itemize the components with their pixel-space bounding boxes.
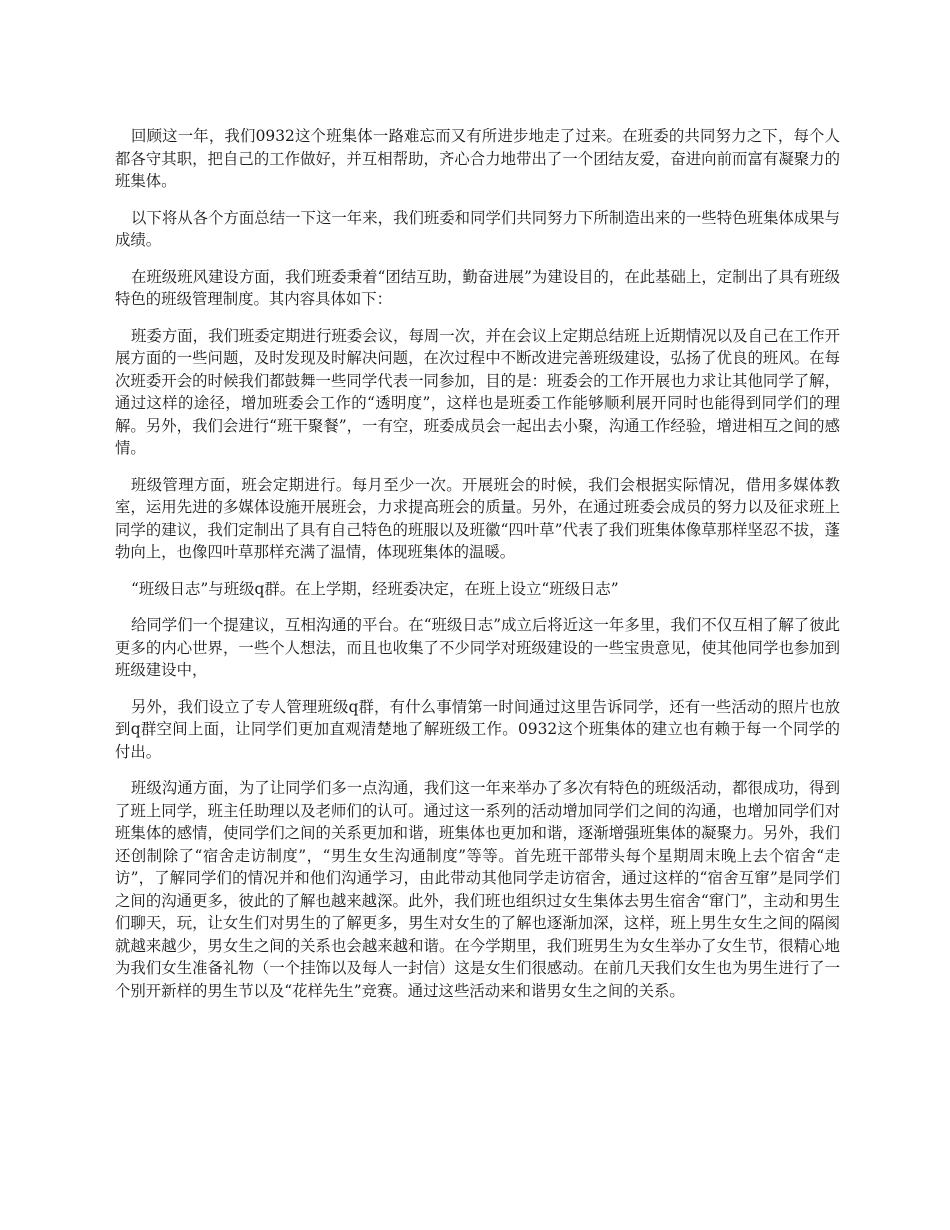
- paragraph-7: 给同学们一个提建议，互相沟通的平台。在“班级日志”成立后将近这一年多里，我们不仅互相了解了彼此更多的内心世界，一些个人想法，而且也收集了不少同学对班级建设的一些宝贵意见，使其他同学也参加到班级建设中，: [115, 616, 840, 679]
- paragraph-9: 班级沟通方面，为了让同学们多一点沟通，我们这一年来举办了多次有特色的班级活动，都很成功，得到了班上同学，班主任助理以及老师们的认可。通过这一系列的活动增加同学们之间的沟通，也增加同学们对班集体的感情，使同学们之间的关系更加和谐，班集体也更加和谐，逐渐增强班集体的凝聚力。另外，我们还创制除了“宿舍走访制度”，“男生女生沟通制度”等等。首先班干部带头每个星期周末晚上去个宿舍“走访”，了解同学们的情况并和他们沟通学习，由此带动其他同学走访宿舍，通过这样的“宿舍互窜”是同学们之间的沟通更多，彼此的了解也越来越深。此外，我们班也组织过女生集体去男生宿舍“窜门”，主动和男生们聊天，玩，让女生们对男生的了解更多，男生对女生的了解也逐渐加深，这样，班上男生女生之间的隔阂就越来越少，男女生之间的关系也会越来越和谐。在今学期里，我们班男生为女生举办了女生节，很精心地为我们女生准备礼物（一个挂饰以及每人一封信）这是女生们很感动。在前几天我们女生也为男生进行了一个别开新样的男生节以及“花样先生”竞赛。通过这些活动来和谐男女生之间的关系。: [115, 779, 840, 1000]
- paragraph-1: 回顾这一年，我们0932这个班集体一路难忘而又有所进步地走了过来。在班委的共同努力之下，每个人都各守其职，把自己的工作做好，并互相帮助，齐心合力地带出了一个团结友爱，奋进向前而富有凝聚力的班集体。: [115, 127, 840, 190]
- paragraph-5: 班级管理方面，班会定期进行。每月至少一次。开展班会的时候，我们会根据实际情况，借用多媒体教室，运用先进的多媒体设施开展班会，力求提高班会的质量。另外，在通过班委会成员的努力以及征求班上同学的建议，我们定制出了具有自己特色的班服以及班徽“四叶草”代表了我们班集体像草那样坚忍不拔，蓬勃向上，也像四叶草那样充满了温情，体现班集体的温暖。: [115, 475, 840, 561]
- paragraph-3: 在班级班风建设方面，我们班委秉着“团结互助，勤奋进展”为建设目的，在此基础上，定制出了具有班级特色的班级管理制度。其内容具体如下：: [115, 267, 840, 308]
- paragraph-8: 另外，我们设立了专人管理班级q群，有什么事情第一时间通过这里告诉同学，还有一些活动的照片也放到q群空间上面，让同学们更加直观清楚地了解班级工作。0932这个班集体的建立也有赖于每一个同学的付出。: [115, 697, 840, 761]
- paragraph-4: 班委方面，我们班委定期进行班委会议，每周一次，并在会议上定期总结班上近期情况以及自己在工作开展方面的一些问题，及时发现及时解决问题，在次过程中不断改进完善班级建设，弘扬了优良的班风。在每次班委开会的时候我们都鼓舞一些同学代表一同参加，目的是：班委会的工作开展也力求让其他同学了解，通过这样的途径，增加班委会工作的“透明度”，这样也是班委工作能够顺利展开同时也能得到同学们的理解。另外，我们会进行“班干聚餐”，一有空，班委成员会一起出去小聚，沟通工作经验，增进相互之间的感情。: [115, 326, 840, 457]
- paragraph-6: “班级日志”与班级q群。在上学期，经班委决定，在班上设立“班级日志”: [131, 579, 619, 598]
- document-body: [115, 125, 840, 1016]
- paragraph-2: 以下将从各个方面总结一下这一年来，我们班委和同学们共同努力下所制造出来的一些特色班集体成果与成绩。: [115, 208, 840, 249]
